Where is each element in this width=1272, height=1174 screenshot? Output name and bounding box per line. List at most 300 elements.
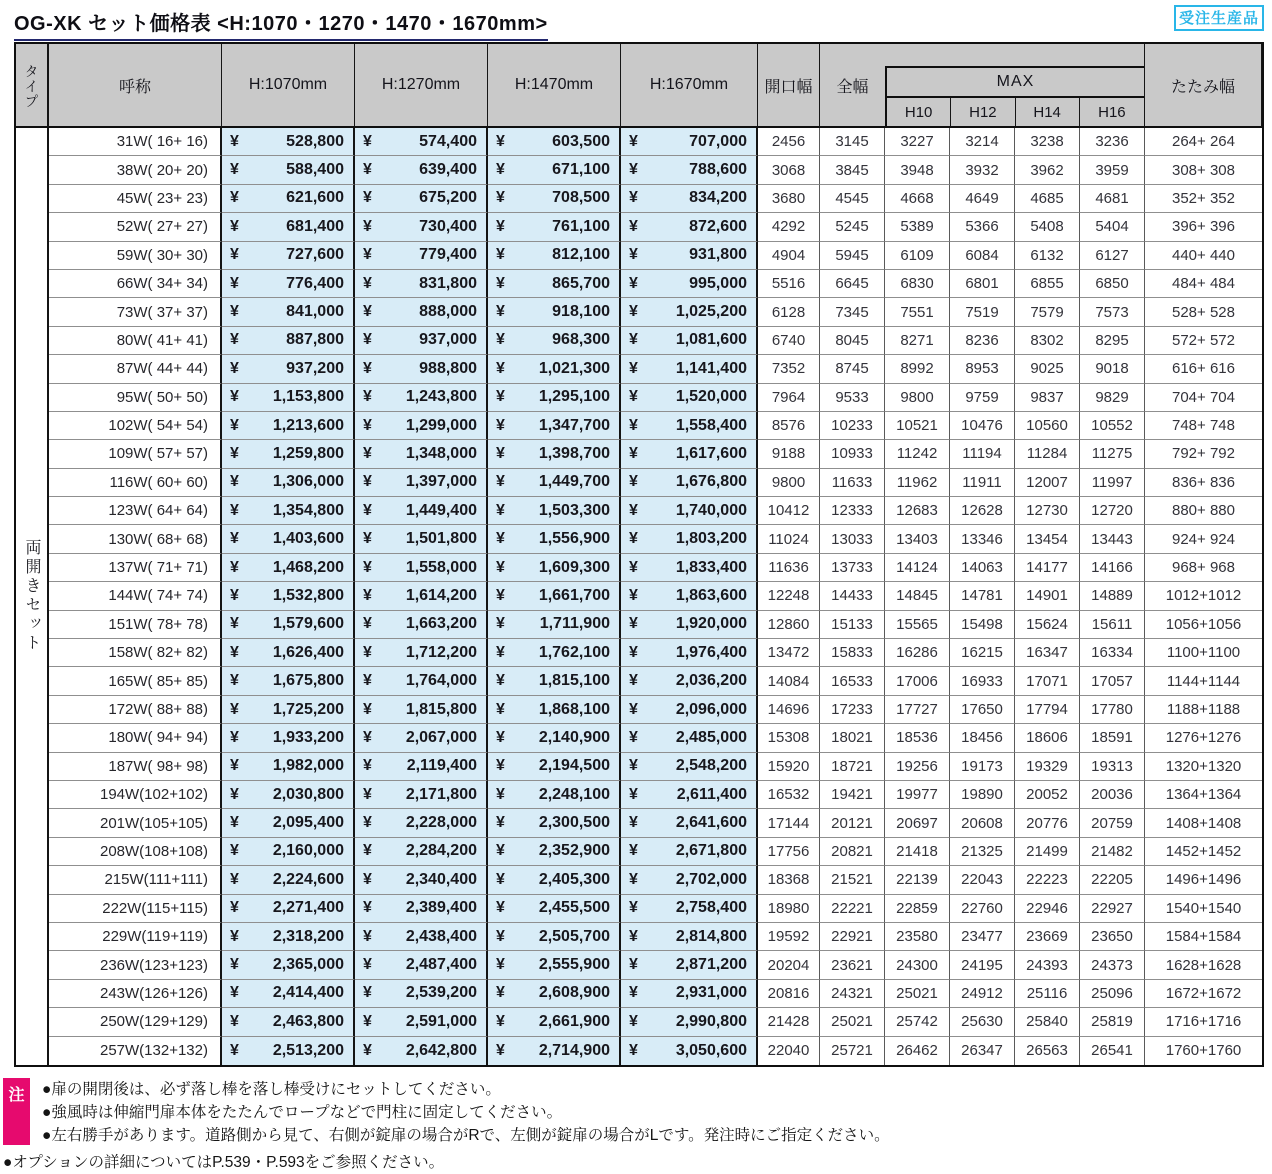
yen-sign: ¥ — [230, 331, 239, 349]
price-h1670-cell — [621, 696, 758, 724]
price-h1070-cell — [222, 213, 355, 241]
max-h10-cell: 26462 — [885, 1037, 950, 1065]
max-h16-cell: 18591 — [1080, 724, 1145, 752]
max-h12-cell: 13346 — [950, 525, 1015, 553]
folded-width-cell: 352+ 352 — [1145, 185, 1262, 213]
folded-width-cell: 748+ 748 — [1145, 412, 1262, 440]
yen-sign: ¥ — [230, 643, 239, 661]
price-h1670-cell — [621, 412, 758, 440]
opening-width-cell: 12860 — [758, 611, 820, 639]
price-amount: 2,140,900 — [538, 728, 610, 746]
price-h1470-cell — [488, 384, 621, 412]
yen-sign: ¥ — [629, 246, 638, 264]
price-amount: 1,449,400 — [405, 501, 477, 519]
opening-width-cell: 2456 — [758, 128, 820, 156]
folded-width-cell: 1584+1584 — [1145, 923, 1262, 951]
yen-sign: ¥ — [629, 530, 638, 548]
max-h14-cell: 3962 — [1015, 156, 1080, 184]
price-h1270-cell — [355, 753, 488, 781]
yen-sign: ¥ — [629, 899, 638, 917]
max-h12-cell: 14063 — [950, 554, 1015, 582]
max-h16-cell: 26541 — [1080, 1037, 1145, 1065]
price-h1070-cell — [222, 753, 355, 781]
column-header-h16: H16 — [1098, 103, 1126, 121]
max-h12-cell: 22760 — [950, 895, 1015, 923]
max-h14-cell: 12730 — [1015, 497, 1080, 525]
model-cell: 45W( 23+ 23) — [49, 185, 222, 213]
max-h10-cell: 13403 — [885, 525, 950, 553]
folded-width-cell: 396+ 396 — [1145, 213, 1262, 241]
price-amount: 1,299,000 — [405, 416, 477, 434]
folded-width-cell: 440+ 440 — [1145, 242, 1262, 270]
model-cell: 201W(105+105) — [49, 809, 222, 837]
column-header-opening-width: 開口幅 — [758, 44, 820, 128]
yen-sign: ¥ — [363, 161, 372, 179]
max-h14-cell: 26563 — [1015, 1037, 1080, 1065]
max-h14-cell: 17071 — [1015, 667, 1080, 695]
model-cell: 123W( 64+ 64) — [49, 497, 222, 525]
model-cell: 229W(119+119) — [49, 923, 222, 951]
yen-sign: ¥ — [230, 814, 239, 832]
max-h16-cell: 13443 — [1080, 525, 1145, 553]
folded-width-cell: 1672+1672 — [1145, 980, 1262, 1008]
total-width-cell: 20821 — [820, 838, 885, 866]
yen-sign: ¥ — [230, 473, 239, 491]
folded-width-cell: 484+ 484 — [1145, 270, 1262, 298]
max-h14-cell: 20052 — [1015, 781, 1080, 809]
price-h1070-cell — [222, 242, 355, 270]
yen-sign: ¥ — [629, 870, 638, 888]
model-cell: 80W( 41+ 41) — [49, 327, 222, 355]
max-h16-cell: 19313 — [1080, 753, 1145, 781]
price-amount: 1,626,400 — [272, 643, 344, 661]
total-width-cell: 19421 — [820, 781, 885, 809]
yen-sign: ¥ — [363, 416, 372, 434]
max-h16-cell: 20036 — [1080, 781, 1145, 809]
price-h1470-cell — [488, 156, 621, 184]
yen-sign: ¥ — [363, 586, 372, 604]
price-amount: 2,248,100 — [538, 785, 610, 803]
model-cell: 187W( 98+ 98) — [49, 753, 222, 781]
price-amount: 1,025,200 — [675, 303, 747, 321]
price-amount: 2,990,800 — [675, 1012, 747, 1030]
price-amount: 1,556,900 — [538, 530, 610, 548]
yen-sign: ¥ — [496, 303, 505, 321]
price-h1470-cell — [488, 242, 621, 270]
note-tag: 注 — [3, 1078, 30, 1145]
price-h1670-cell — [621, 866, 758, 894]
price-h1070-cell — [222, 440, 355, 468]
total-width-cell: 13033 — [820, 525, 885, 553]
price-h1670-cell — [621, 270, 758, 298]
price-h1070-cell — [222, 667, 355, 695]
yen-sign: ¥ — [629, 956, 638, 974]
model-cell: 95W( 50+ 50) — [49, 384, 222, 412]
price-amount: 2,438,400 — [405, 927, 477, 945]
price-amount: 918,100 — [552, 303, 610, 321]
folded-width-cell: 1276+1276 — [1145, 724, 1262, 752]
max-h14-cell: 3238 — [1015, 128, 1080, 156]
yen-sign: ¥ — [363, 870, 372, 888]
opening-width-cell: 21428 — [758, 1008, 820, 1036]
price-h1670-cell — [621, 1037, 758, 1065]
price-h1470-cell — [488, 724, 621, 752]
yen-sign: ¥ — [496, 1041, 505, 1059]
max-h16-cell: 11275 — [1080, 440, 1145, 468]
price-amount: 2,096,000 — [675, 700, 747, 718]
price-amount: 988,800 — [419, 359, 477, 377]
price-amount: 1,614,200 — [405, 586, 477, 604]
opening-width-cell: 3680 — [758, 185, 820, 213]
price-h1270-cell — [355, 611, 488, 639]
max-h10-cell: 3948 — [885, 156, 950, 184]
price-amount: 2,271,400 — [272, 899, 344, 917]
price-amount: 1,081,600 — [675, 331, 747, 349]
opening-width-cell: 20204 — [758, 951, 820, 979]
price-amount: 1,348,000 — [405, 444, 477, 462]
max-h16-cell: 5404 — [1080, 213, 1145, 241]
max-h12-cell: 16933 — [950, 667, 1015, 695]
price-h1670-cell — [621, 895, 758, 923]
model-cell: 38W( 20+ 20) — [49, 156, 222, 184]
model-cell: 180W( 94+ 94) — [49, 724, 222, 752]
max-h14-cell: 4685 — [1015, 185, 1080, 213]
price-amount: 2,814,800 — [675, 927, 747, 945]
max-h10-cell: 6830 — [885, 270, 950, 298]
folded-width-cell: 1144+1144 — [1145, 667, 1262, 695]
column-header-max-group — [885, 44, 1145, 128]
max-h14-cell: 24393 — [1015, 951, 1080, 979]
price-amount: 2,300,500 — [538, 814, 610, 832]
max-h10-cell: 8992 — [885, 355, 950, 383]
total-width-cell: 18721 — [820, 753, 885, 781]
price-amount: 1,676,800 — [675, 473, 747, 491]
price-amount: 1,449,700 — [538, 473, 610, 491]
yen-sign: ¥ — [363, 217, 372, 235]
yen-sign: ¥ — [629, 161, 638, 179]
price-amount: 2,160,000 — [272, 842, 344, 860]
yen-sign: ¥ — [629, 331, 638, 349]
yen-sign: ¥ — [629, 814, 638, 832]
yen-sign: ¥ — [363, 444, 372, 462]
price-h1470-cell — [488, 667, 621, 695]
price-h1270-cell — [355, 838, 488, 866]
yen-sign: ¥ — [496, 643, 505, 661]
max-h10-cell: 7551 — [885, 298, 950, 326]
opening-width-cell: 4292 — [758, 213, 820, 241]
price-amount: 2,095,400 — [272, 814, 344, 832]
yen-sign: ¥ — [496, 558, 505, 576]
price-amount: 995,000 — [689, 274, 747, 292]
price-amount: 1,815,100 — [538, 672, 610, 690]
max-h12-cell: 8236 — [950, 327, 1015, 355]
price-h1270-cell — [355, 667, 488, 695]
opening-width-cell: 3068 — [758, 156, 820, 184]
price-amount: 1,815,800 — [405, 700, 477, 718]
max-h16-cell: 12720 — [1080, 497, 1145, 525]
column-header-h1270: H:1270mm — [355, 44, 488, 128]
price-amount: 2,548,200 — [675, 757, 747, 775]
yen-sign: ¥ — [629, 473, 638, 491]
total-width-cell: 8045 — [820, 327, 885, 355]
max-h12-cell: 21325 — [950, 838, 1015, 866]
price-h1670-cell — [621, 923, 758, 951]
opening-width-cell: 19592 — [758, 923, 820, 951]
yen-sign: ¥ — [230, 615, 239, 633]
price-h1670-cell — [621, 384, 758, 412]
yen-sign: ¥ — [230, 217, 239, 235]
max-h10-cell: 4668 — [885, 185, 950, 213]
yen-sign: ¥ — [496, 416, 505, 434]
price-amount: 1,833,400 — [675, 558, 747, 576]
max-h14-cell: 6855 — [1015, 270, 1080, 298]
max-h14-cell: 22223 — [1015, 866, 1080, 894]
yen-sign: ¥ — [629, 927, 638, 945]
price-h1670-cell — [621, 440, 758, 468]
model-cell: 243W(126+126) — [49, 980, 222, 1008]
max-h10-cell: 3227 — [885, 128, 950, 156]
model-cell: 222W(115+115) — [49, 895, 222, 923]
max-h12-cell: 22043 — [950, 866, 1015, 894]
price-amount: 1,933,200 — [272, 728, 344, 746]
model-cell: 208W(108+108) — [49, 838, 222, 866]
yen-sign: ¥ — [496, 331, 505, 349]
folded-width-cell: 1496+1496 — [1145, 866, 1262, 894]
price-h1270-cell — [355, 809, 488, 837]
price-amount: 2,030,800 — [272, 785, 344, 803]
yen-sign: ¥ — [230, 359, 239, 377]
yen-sign: ¥ — [496, 672, 505, 690]
folded-width-cell: 308+ 308 — [1145, 156, 1262, 184]
column-header-name: 呼称 — [49, 44, 222, 128]
price-h1270-cell — [355, 1008, 488, 1036]
yen-sign: ¥ — [496, 530, 505, 548]
price-h1670-cell — [621, 554, 758, 582]
max-h10-cell: 25742 — [885, 1008, 950, 1036]
yen-sign: ¥ — [496, 359, 505, 377]
yen-sign: ¥ — [496, 615, 505, 633]
price-amount: 1,661,700 — [538, 586, 610, 604]
option-note: ●オプションの詳細についてはP.539・P.593をご参照ください。 — [3, 1154, 445, 1171]
max-h12-cell: 24912 — [950, 980, 1015, 1008]
max-header-box — [885, 66, 1144, 126]
max-h10-cell: 10521 — [885, 412, 950, 440]
price-h1670-cell — [621, 582, 758, 610]
price-h1670-cell — [621, 128, 758, 156]
price-amount: 937,000 — [419, 331, 477, 349]
price-h1270-cell — [355, 270, 488, 298]
yen-sign: ¥ — [496, 728, 505, 746]
max-subheaders — [887, 98, 1144, 126]
price-amount: 1,213,600 — [272, 416, 344, 434]
price-h1470-cell — [488, 355, 621, 383]
yen-sign: ¥ — [629, 444, 638, 462]
price-h1270-cell — [355, 327, 488, 355]
column-header-h14: H14 — [1016, 98, 1080, 126]
opening-width-cell: 9800 — [758, 469, 820, 497]
price-amount: 2,389,400 — [405, 899, 477, 917]
price-h1270-cell — [355, 696, 488, 724]
price-amount: 2,340,400 — [405, 870, 477, 888]
yen-sign: ¥ — [230, 956, 239, 974]
price-amount: 2,661,900 — [538, 1012, 610, 1030]
max-h16-cell: 6850 — [1080, 270, 1145, 298]
total-width-cell: 10933 — [820, 440, 885, 468]
total-width-cell: 9533 — [820, 384, 885, 412]
max-h12-cell: 3214 — [950, 128, 1015, 156]
price-h1270-cell — [355, 298, 488, 326]
total-width-cell: 22921 — [820, 923, 885, 951]
price-amount: 2,539,200 — [405, 984, 477, 1002]
price-amount: 1,354,800 — [272, 501, 344, 519]
total-width-cell: 11633 — [820, 469, 885, 497]
max-h14-cell: 25840 — [1015, 1008, 1080, 1036]
yen-sign: ¥ — [496, 757, 505, 775]
price-h1670-cell — [621, 1008, 758, 1036]
price-h1070-cell — [222, 923, 355, 951]
yen-sign: ¥ — [230, 586, 239, 604]
yen-sign: ¥ — [230, 416, 239, 434]
price-amount: 1,868,100 — [538, 700, 610, 718]
model-cell: 158W( 82+ 82) — [49, 639, 222, 667]
price-h1270-cell — [355, 895, 488, 923]
price-h1070-cell — [222, 469, 355, 497]
yen-sign: ¥ — [496, 473, 505, 491]
yen-sign: ¥ — [629, 558, 638, 576]
folded-width-cell: 616+ 616 — [1145, 355, 1262, 383]
max-h14-cell: 23669 — [1015, 923, 1080, 951]
yen-sign: ¥ — [230, 870, 239, 888]
max-h12-cell: 20608 — [950, 809, 1015, 837]
price-amount: 1,762,100 — [538, 643, 610, 661]
total-width-cell: 4545 — [820, 185, 885, 213]
price-amount: 2,171,800 — [405, 785, 477, 803]
yen-sign: ¥ — [363, 558, 372, 576]
total-width-cell: 18021 — [820, 724, 885, 752]
folded-width-cell: 1364+1364 — [1145, 781, 1262, 809]
max-h14-cell: 13454 — [1015, 525, 1080, 553]
model-cell: 102W( 54+ 54) — [49, 412, 222, 440]
yen-sign: ¥ — [629, 615, 638, 633]
total-width-cell: 21521 — [820, 866, 885, 894]
price-amount: 1,306,000 — [272, 473, 344, 491]
opening-width-cell: 4904 — [758, 242, 820, 270]
price-h1270-cell — [355, 156, 488, 184]
folded-width-cell: 1452+1452 — [1145, 838, 1262, 866]
yen-sign: ¥ — [230, 700, 239, 718]
price-h1470-cell — [488, 582, 621, 610]
yen-sign: ¥ — [230, 672, 239, 690]
model-cell: 236W(123+123) — [49, 951, 222, 979]
price-h1070-cell — [222, 951, 355, 979]
yen-sign: ¥ — [629, 643, 638, 661]
price-amount: 1,347,700 — [538, 416, 610, 434]
price-h1070-cell — [222, 980, 355, 1008]
price-amount: 2,871,200 — [675, 956, 747, 974]
yen-sign: ¥ — [496, 700, 505, 718]
max-h10-cell: 8271 — [885, 327, 950, 355]
price-amount: 574,400 — [419, 132, 477, 150]
price-h1270-cell — [355, 412, 488, 440]
yen-sign: ¥ — [363, 615, 372, 633]
price-amount: 621,600 — [286, 189, 344, 207]
price-amount: 708,500 — [552, 189, 610, 207]
max-h12-cell: 25630 — [950, 1008, 1015, 1036]
max-h14-cell: 17794 — [1015, 696, 1080, 724]
yen-sign: ¥ — [496, 189, 505, 207]
model-cell: 87W( 44+ 44) — [49, 355, 222, 383]
model-cell: 59W( 30+ 30) — [49, 242, 222, 270]
yen-sign: ¥ — [363, 814, 372, 832]
price-h1470-cell — [488, 809, 621, 837]
price-h1270-cell — [355, 639, 488, 667]
yen-sign: ¥ — [230, 274, 239, 292]
price-amount: 2,036,200 — [675, 672, 747, 690]
max-h10-cell: 6109 — [885, 242, 950, 270]
price-amount: 937,200 — [286, 359, 344, 377]
price-h1670-cell — [621, 809, 758, 837]
folded-width-cell: 1540+1540 — [1145, 895, 1262, 923]
yen-sign: ¥ — [496, 870, 505, 888]
price-amount: 872,600 — [689, 217, 747, 235]
opening-width-cell: 17756 — [758, 838, 820, 866]
price-h1670-cell — [621, 497, 758, 525]
price-h1670-cell — [621, 213, 758, 241]
opening-width-cell: 12248 — [758, 582, 820, 610]
opening-width-cell: 13472 — [758, 639, 820, 667]
yen-sign: ¥ — [363, 501, 372, 519]
max-h10-cell: 19977 — [885, 781, 950, 809]
total-width-cell: 12333 — [820, 497, 885, 525]
yen-sign: ¥ — [230, 984, 239, 1002]
yen-sign: ¥ — [363, 274, 372, 292]
price-h1670-cell — [621, 838, 758, 866]
max-h14-cell: 6132 — [1015, 242, 1080, 270]
price-amount: 2,365,000 — [272, 956, 344, 974]
yen-sign: ¥ — [496, 842, 505, 860]
model-cell: 250W(129+129) — [49, 1008, 222, 1036]
price-amount: 2,931,000 — [675, 984, 747, 1002]
yen-sign: ¥ — [629, 1012, 638, 1030]
price-h1670-cell — [621, 611, 758, 639]
total-width-cell: 7345 — [820, 298, 885, 326]
price-amount: 1,712,200 — [405, 643, 477, 661]
yen-sign: ¥ — [230, 1041, 239, 1059]
yen-sign: ¥ — [496, 984, 505, 1002]
yen-sign: ¥ — [363, 1012, 372, 1030]
yen-sign: ¥ — [496, 814, 505, 832]
price-h1470-cell — [488, 781, 621, 809]
price-h1470-cell — [488, 525, 621, 553]
model-cell: 130W( 68+ 68) — [49, 525, 222, 553]
yen-sign: ¥ — [496, 785, 505, 803]
yen-sign: ¥ — [230, 785, 239, 803]
opening-width-cell: 22040 — [758, 1037, 820, 1065]
yen-sign: ¥ — [363, 359, 372, 377]
note-line: ●扉の開閉後は、必ず落し棒を落し棒受けにセットしてください。 — [42, 1081, 501, 1098]
max-h14-cell: 18606 — [1015, 724, 1080, 752]
max-h12-cell: 19890 — [950, 781, 1015, 809]
price-amount: 1,579,600 — [272, 615, 344, 633]
model-cell: 116W( 60+ 60) — [49, 469, 222, 497]
yen-sign: ¥ — [496, 1012, 505, 1030]
yen-sign: ¥ — [363, 785, 372, 803]
yen-sign: ¥ — [629, 303, 638, 321]
yen-sign: ¥ — [629, 672, 638, 690]
yen-sign: ¥ — [496, 899, 505, 917]
price-h1470-cell — [488, 327, 621, 355]
price-amount: 2,555,900 — [538, 956, 610, 974]
